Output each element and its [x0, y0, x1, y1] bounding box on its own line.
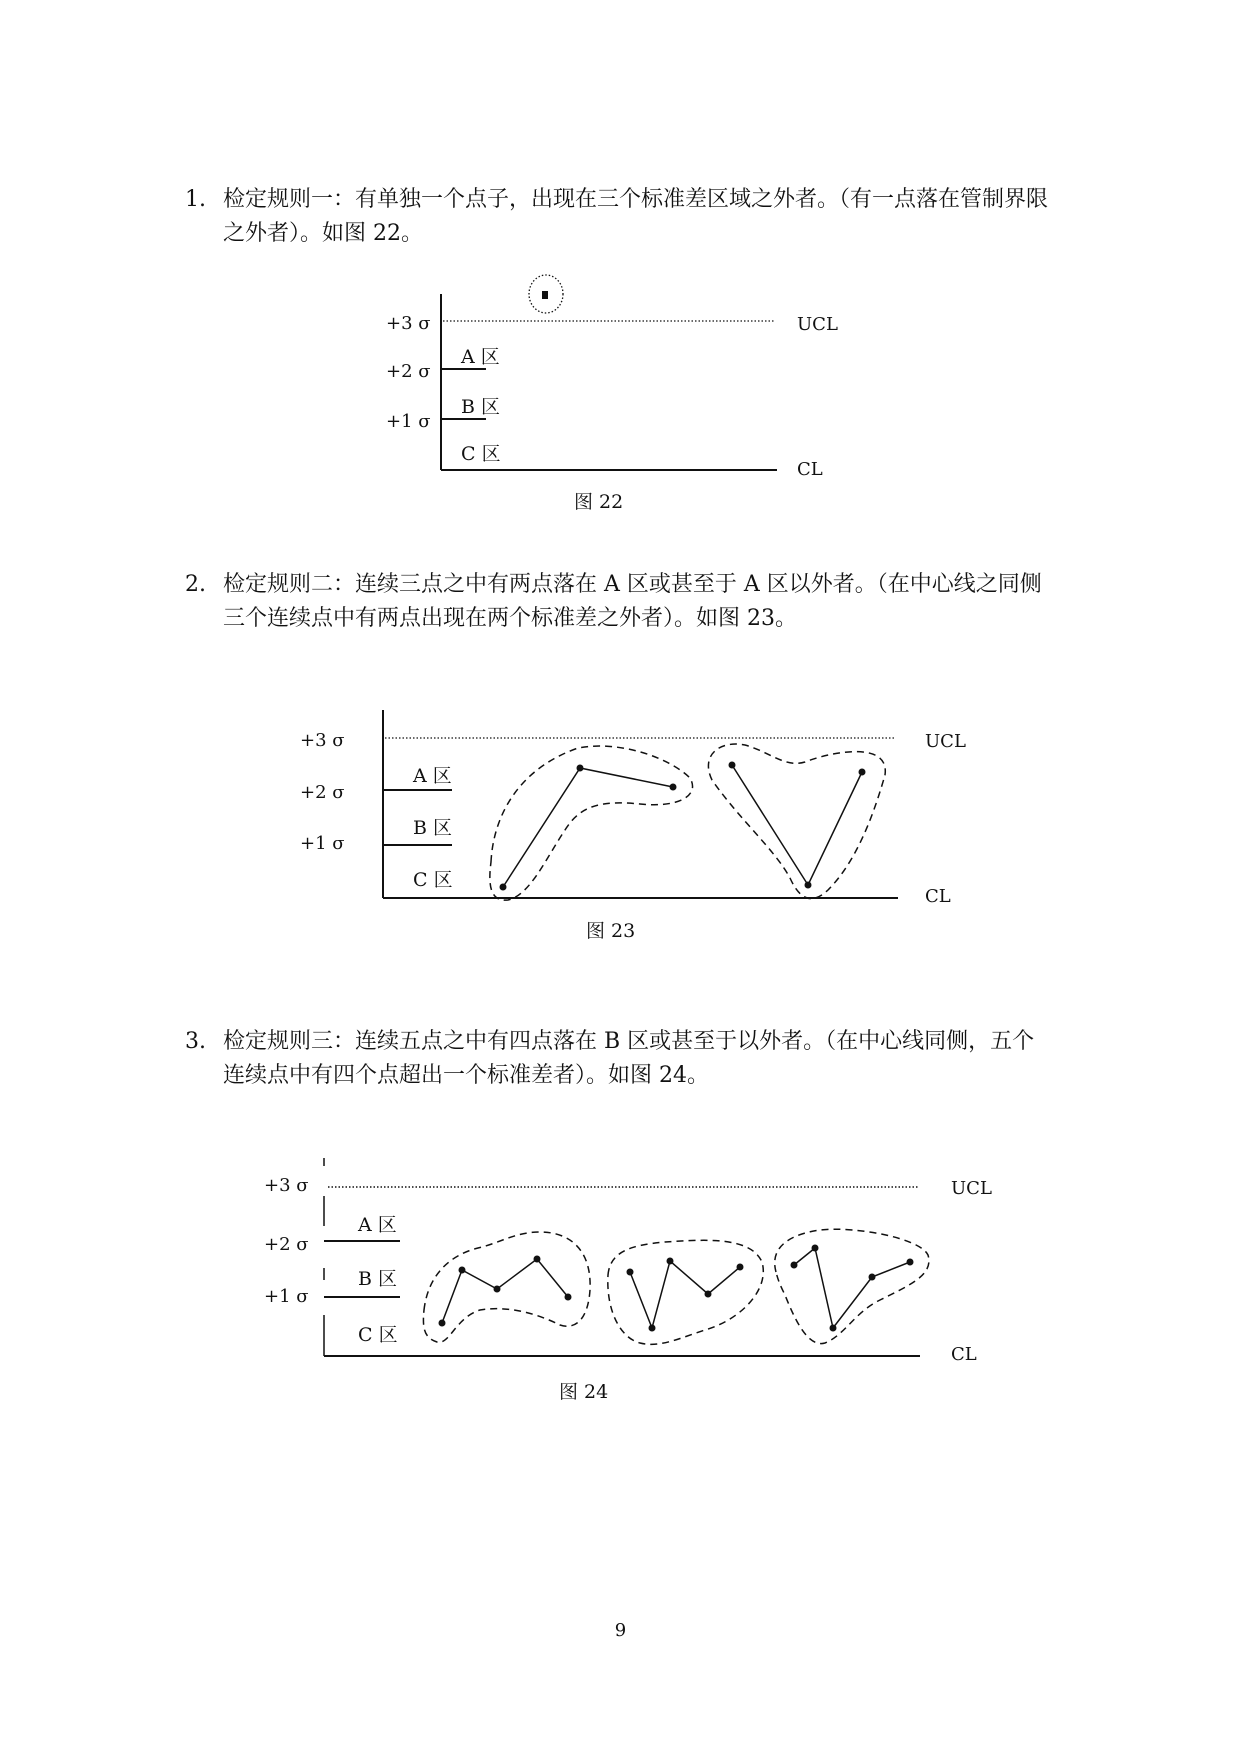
group-1-line: [503, 768, 673, 887]
ucl-label: UCL: [797, 314, 838, 335]
group-1-boundary: [423, 1232, 590, 1342]
group-2-boundary: [608, 1240, 763, 1344]
data-point: [649, 1325, 656, 1332]
ucl-label: UCL: [925, 731, 966, 752]
cl-label: CL: [797, 459, 823, 480]
group-3-boundary: [775, 1229, 929, 1343]
sigma-3-label: +3 σ: [386, 313, 431, 334]
cl-label: CL: [951, 1344, 977, 1365]
rule-2-number: 2.: [185, 572, 206, 597]
page-number: 9: [614, 1620, 627, 1641]
data-point: [667, 1258, 674, 1265]
zone-a-label: A 区: [358, 1214, 397, 1236]
data-point: [791, 1262, 798, 1269]
sigma-3-label: +3 σ: [300, 730, 345, 751]
zone-b-label: B 区: [358, 1268, 398, 1290]
data-point: [494, 1286, 501, 1293]
figure-24-caption: 图 24: [559, 1381, 609, 1403]
group-2-line: [630, 1261, 740, 1328]
group-2-line: [732, 765, 862, 885]
figure-22: [386, 275, 838, 513]
data-point: [907, 1259, 914, 1266]
sigma-3-label: +3 σ: [264, 1175, 309, 1196]
data-point: [705, 1291, 712, 1298]
sigma-2-label: +2 σ: [264, 1234, 309, 1255]
outlier-point: [542, 291, 548, 299]
data-point: [869, 1274, 876, 1281]
group-1-boundary: [490, 746, 693, 900]
zone-b-label: B 区: [461, 396, 501, 418]
figure-23-caption: 图 23: [586, 920, 636, 942]
data-point: [830, 1325, 837, 1332]
figure-24: [264, 1158, 992, 1403]
data-point: [812, 1245, 819, 1252]
sigma-1-label: +1 σ: [300, 833, 345, 854]
figure-23: [300, 710, 966, 942]
rule-2-text: 检定规则二：连续三点之中有两点落在 A 区或甚至于 A 区以外者。（在中心线之同侧三个连续点中有两点出现在两个标准差之外者）。如图 23。: [223, 572, 1042, 631]
zone-a-label: A 区: [461, 346, 500, 368]
zone-c-label: C 区: [358, 1324, 398, 1346]
data-point: [737, 1264, 744, 1271]
rule-3-text: 检定规则三：连续五点之中有四点落在 B 区或甚至于以外者。（在中心线同侧，五个连续点中有四个点超出一个标准差者）。如图 24。: [223, 1029, 1035, 1088]
rule-1-text: 检定规则一：有单独一个点子，出现在三个标准差区域之外者。（有一点落在管制界限之外者）。如图 22。: [223, 187, 1049, 246]
data-point: [459, 1267, 466, 1274]
data-point: [500, 884, 507, 891]
sigma-1-label: +1 σ: [264, 1286, 309, 1307]
data-point: [627, 1269, 634, 1276]
data-point: [670, 784, 677, 791]
data-point: [565, 1294, 572, 1301]
sigma-2-label: +2 σ: [300, 782, 345, 803]
zone-b-label: B 区: [413, 817, 453, 839]
figure-22-caption: 图 22: [574, 491, 624, 513]
sigma-1-label: +1 σ: [386, 411, 431, 432]
sigma-2-label: +2 σ: [386, 361, 431, 382]
data-point: [805, 882, 812, 889]
data-point: [577, 765, 584, 772]
rule-3-number: 3.: [185, 1029, 206, 1054]
group-2-boundary: [708, 744, 885, 899]
data-point: [859, 769, 866, 776]
rule-1-number: 1.: [185, 187, 206, 212]
data-point: [534, 1256, 541, 1263]
data-point: [729, 762, 736, 769]
data-point: [439, 1320, 446, 1327]
cl-label: CL: [925, 886, 951, 907]
zone-c-label: C 区: [461, 443, 501, 465]
zone-a-label: A 区: [413, 765, 452, 787]
group-3-line: [794, 1248, 910, 1328]
zone-c-label: C 区: [413, 869, 453, 891]
ucl-label: UCL: [951, 1178, 992, 1199]
